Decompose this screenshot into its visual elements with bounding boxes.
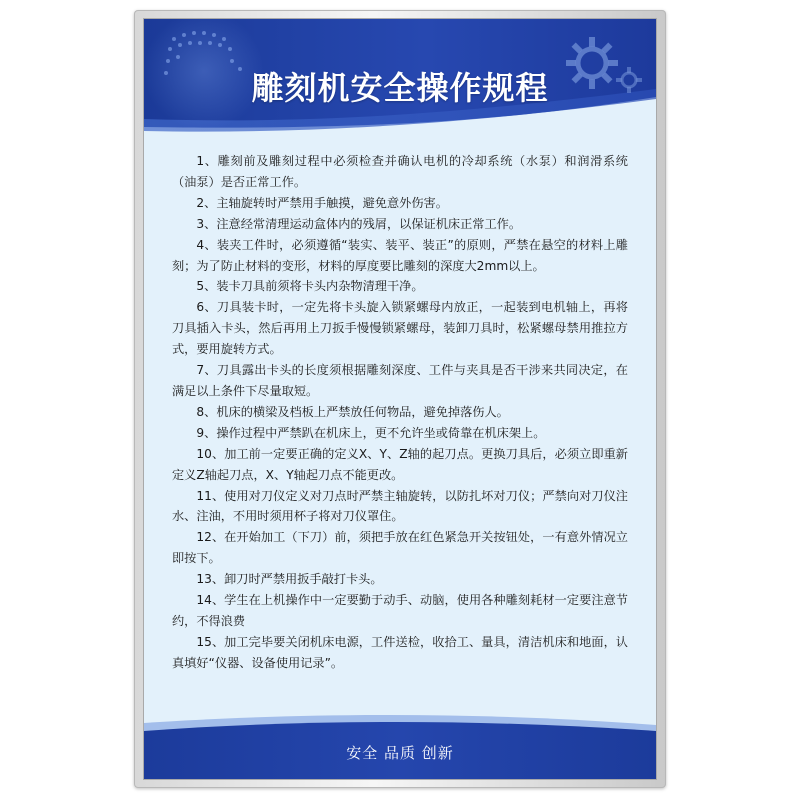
rule-item: 10、加工前一定要正确的定义X、Y、Z轴的起刀点。更换刀具后，必须立即重新定义Z轴起刀点，X、Y轴起刀点不能更改。: [172, 446, 628, 482]
rule-item: 5、装卡刀具前须将卡头内杂物清理干净。: [196, 279, 424, 294]
rule-item: 8、机床的横梁及档板上严禁放任何物品，避免掉落伤人。: [196, 404, 509, 419]
poster-header: [144, 19, 656, 139]
poster-footer: [144, 709, 656, 779]
rule-item: 3、注意经常清理运动盒体内的残屑，以保证机床正常工作。: [196, 216, 522, 231]
rule-item: 11、使用对刀仪定义对刀点时严禁主轴旋转，以防扎坏对刀仪；严禁向对刀仪注水、注油，不用时须用杯子将对刀仪罩住。: [172, 488, 628, 524]
poster-title: 雕刻机安全操作规程: [251, 69, 549, 107]
rule-item: 4、装夹工件时，必须遵循“装实、装平、装正”的原则，严禁在悬空的材料上雕刻；为了防止材料的变形，材料的厚度要比雕刻的深度大2mm以上。: [172, 237, 628, 273]
footer-slogan: 安全 品质 创新: [346, 744, 454, 762]
rule-item: 6、刀具装卡时，一定先将卡头旋入锁紧螺母内放正，一起装到电机轴上，再将刀具插入卡头，然后再用上刀扳手慢慢锁紧螺母，装卸刀具时，松紧螺母禁用推拉方式，要用旋转方式。: [172, 300, 628, 357]
rule-item: 7、刀具露出卡头的长度须根据雕刻深度、工件与夹具是否干涉来共同决定，在满足以上条件下尽量取短。: [172, 363, 628, 398]
rule-item: 15、加工完毕要关闭机床电源，工件送检，收拾工、量具，清洁机床和地面，认真填好“仪器、设备使用记录”。: [172, 634, 628, 670]
rule-item: 13、卸刀时严禁用扳手敲打卡头。: [196, 572, 383, 587]
rule-item: 9、操作过程中严禁趴在机床上，更不允许坐或倚靠在机床架上。: [196, 425, 546, 440]
rule-item: 14、学生在上机操作中一定要勤于动手、动脑，使用各种雕刻耗材一定要注意节约，不得浪费: [172, 593, 628, 628]
rule-item: 1、雕刻前及雕刻过程中必须检查并确认电机的冷却系统（水泵）和润滑系统（油泵）是否正常工作。: [172, 154, 628, 189]
rules-list: [172, 151, 628, 674]
rule-item: 12、在开始加工（下刀）前，须把手放在红色紧急开关按钮处，一有意外情况立即按下。: [172, 530, 628, 566]
safety-poster: [144, 19, 656, 779]
rule-item: 2、主轴旋转时严禁用手触摸，避免意外伤害。: [196, 195, 448, 210]
